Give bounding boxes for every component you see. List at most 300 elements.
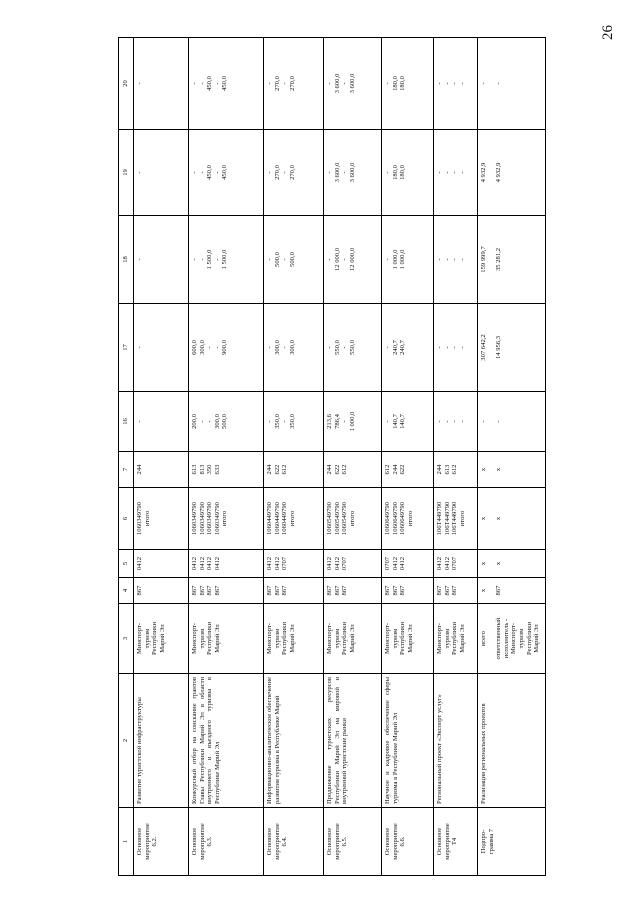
amount-col-20-line: 180,0	[391, 76, 399, 91]
csr-code-cell	[189, 488, 264, 550]
amount-col-17-cell	[134, 304, 189, 392]
amount-col-16-line: 786,4	[333, 414, 341, 429]
executor-line: Минспорт-	[136, 623, 143, 654]
csr-code-line: 1060649790	[391, 502, 399, 535]
grbs-code-line: x	[480, 588, 487, 593]
amount-col-19-line: 270,0	[273, 165, 281, 180]
amount-col-16-line: 300,0	[213, 414, 221, 429]
grbs-code-line	[488, 581, 496, 600]
amount-col-17-line: -	[213, 346, 221, 349]
amount-col-19-line: -	[266, 171, 273, 174]
rzpr-code-line: 0412	[266, 556, 273, 571]
grbs-code-line: 867	[326, 585, 333, 596]
vr-code-line: 244	[326, 464, 333, 475]
amount-col-16-line: -	[206, 420, 214, 423]
amount-col-17-line: -	[436, 346, 443, 349]
amount-col-18-cell	[264, 216, 324, 304]
executor-line: туризм	[391, 628, 399, 649]
col-header-3: 3	[119, 604, 134, 674]
rzpr-code-cell	[189, 550, 264, 578]
rzpr-code-line: 0412	[326, 556, 333, 571]
csr-code-line: 1060349790	[191, 502, 198, 535]
amount-col-16-line: -	[451, 420, 459, 423]
amount-col-16-line	[488, 395, 496, 448]
table-row	[478, 38, 546, 876]
grbs-code-line: 867	[333, 585, 341, 596]
amount-col-19-line: 450,0	[206, 165, 214, 180]
grbs-code-line: 867	[206, 585, 214, 596]
csr-code-line: 1060349790	[206, 502, 214, 535]
amount-col-18-line: 1 500,0	[221, 249, 229, 270]
event-code-line: 6.4.	[281, 836, 289, 847]
grbs-code-line: 867	[391, 585, 399, 596]
executor-cell	[382, 604, 434, 674]
executor-line: Марий Эл	[158, 624, 166, 653]
executor-cell	[434, 604, 478, 674]
executor-line: исполнитель -	[502, 618, 510, 659]
amount-col-18-cell	[434, 216, 478, 304]
amount-col-20-line: -	[436, 82, 443, 85]
amount-col-20-line	[488, 41, 496, 126]
page-number: 26	[600, 25, 616, 40]
executor-cell	[189, 604, 264, 674]
csr-code-line: 1060449790	[273, 502, 281, 535]
amount-col-17-cell	[478, 304, 546, 392]
csr-code-cell	[382, 488, 434, 550]
vr-code-cell	[189, 452, 264, 488]
event-code-line: 6.2.	[151, 836, 159, 847]
vr-code-cell	[134, 452, 189, 488]
rzpr-code-cell	[382, 550, 434, 578]
executor-line: Марий Эл	[406, 624, 414, 653]
amount-col-17-line: 300,0	[288, 340, 296, 355]
grbs-code-line: 867	[399, 585, 407, 596]
rzpr-code-line: 0412	[136, 556, 143, 571]
csr-code-line: x	[495, 516, 503, 521]
amount-col-17-line: 300,0	[198, 340, 206, 355]
csr-code-line: итого	[221, 510, 229, 527]
executor-line: туризм	[198, 628, 206, 649]
amount-col-17-line: -	[384, 346, 391, 349]
event-name-cell: Реализация региональных проектов	[478, 674, 546, 808]
grbs-code-cell	[382, 578, 434, 604]
grbs-code-line: 867	[213, 585, 221, 596]
amount-col-20-line: 3 600,0	[333, 73, 341, 94]
csr-code-line: 1060449790	[281, 502, 289, 535]
rzpr-code-line: 0412	[333, 556, 341, 571]
amount-col-19-cell	[189, 130, 264, 216]
grbs-code-cell	[264, 578, 324, 604]
csr-code-cell	[478, 488, 546, 550]
grbs-code-line: 867	[281, 585, 289, 596]
csr-code-line: итого	[406, 510, 414, 527]
rzpr-code-cell	[264, 550, 324, 578]
amount-col-18-line: -	[384, 258, 391, 261]
grbs-code-line: 867	[191, 585, 198, 596]
amount-col-18-line: -	[341, 258, 349, 261]
rzpr-code-line: 0707	[341, 556, 349, 571]
csr-code-line: 1060549790	[326, 502, 333, 535]
executor-line: Марий Эл	[458, 624, 466, 653]
amount-col-20-cell	[134, 38, 189, 130]
executor-line: Марий Эл	[348, 624, 356, 653]
event-code-cell	[189, 808, 264, 876]
table-row	[382, 38, 434, 876]
amount-col-20-line: -	[213, 82, 221, 85]
rzpr-code-line: 0412	[213, 556, 221, 571]
amount-col-19-cell	[434, 130, 478, 216]
vr-code-cell	[478, 452, 546, 488]
executor-line: туризм	[143, 628, 151, 649]
rzpr-code-line: 0707	[451, 556, 459, 571]
amount-col-16-cell	[434, 392, 478, 452]
amount-col-20-line: -	[458, 82, 466, 85]
event-code-line: мероприятие	[391, 823, 399, 860]
event-name-cell: Научное и кадровое обеспечение сферы туризма в Республике Марий Эл	[382, 674, 434, 808]
table-row	[189, 38, 264, 876]
vr-code-cell	[434, 452, 478, 488]
amount-col-20-line: -	[341, 82, 349, 85]
amount-col-20-line: -	[443, 82, 451, 85]
amount-col-19-line: 180,0	[399, 165, 407, 180]
vr-code-line: 622	[333, 464, 341, 475]
executor-line: туризм	[517, 628, 525, 649]
event-name-cell: Продвижение туристских ресурсов Республики Марий Эл на мировой и внутренний туристские рынки	[324, 674, 382, 808]
executor-line: Республики	[341, 621, 349, 656]
vr-code-line: 350	[206, 464, 214, 475]
event-code-line: Основное	[436, 827, 443, 856]
csr-code-line: итого	[458, 510, 466, 527]
amount-col-16-line: -	[266, 420, 273, 423]
amount-col-18-line: 1 000,0	[399, 249, 407, 270]
event-code-line: Подпро-	[480, 829, 487, 854]
rzpr-code-cell	[434, 550, 478, 578]
csr-code-line: итого	[143, 510, 151, 527]
amount-col-18-line: -	[458, 258, 466, 261]
vr-code-line: 612	[281, 464, 289, 475]
executor-cell	[264, 604, 324, 674]
amount-col-19-line: -	[443, 171, 451, 174]
event-code-line: мероприятие	[443, 823, 451, 860]
amount-col-17-line: 900,0	[221, 340, 229, 355]
amount-col-17-line	[488, 307, 496, 388]
csr-code-line	[488, 491, 496, 546]
event-code-line: Основное	[326, 827, 333, 856]
amount-col-16-line: 350,0	[273, 414, 281, 429]
csr-code-line: 1060649790	[384, 502, 391, 535]
grbs-code-line: 867	[384, 585, 391, 596]
executor-cell	[134, 604, 189, 674]
amount-col-20-line: 270,0	[288, 76, 296, 91]
executor-line: Марий Эл	[288, 624, 296, 653]
event-name-cell: Информационно-аналитическое обеспечение развития туризма в Республике Марий	[264, 674, 324, 808]
col-header-20: 20	[119, 38, 134, 130]
amount-col-20-line: -	[198, 82, 206, 85]
amount-col-18-line: 159 999,7	[480, 246, 487, 273]
csr-code-line: 106T449790	[451, 501, 459, 536]
amount-col-20-line: -	[191, 82, 198, 85]
amount-col-19-line: 450,0	[221, 165, 229, 180]
amount-col-18-line: 12 000,0	[348, 247, 356, 272]
table-row	[434, 38, 478, 876]
grbs-code-line: 867	[341, 585, 349, 596]
amount-col-18-line: 12 000,0	[333, 247, 341, 272]
table-row	[264, 38, 324, 876]
rzpr-code-cell	[478, 550, 546, 578]
csr-code-cell	[434, 488, 478, 550]
amount-col-17-line: 240,7	[391, 340, 399, 355]
amount-col-18-line: -	[436, 258, 443, 261]
amount-col-18-line: -	[281, 258, 289, 261]
amount-col-19-line: -	[136, 171, 143, 174]
event-code-line: грамма 7	[487, 828, 495, 855]
csr-code-line: итого	[288, 510, 296, 527]
vr-code-line: 633	[213, 464, 221, 475]
vr-code-line: 612	[384, 464, 391, 475]
amount-col-17-cell	[264, 304, 324, 392]
executor-line: Марий Эл	[533, 624, 541, 653]
amount-col-20-cell	[324, 38, 382, 130]
col-header-19: 19	[119, 130, 134, 216]
amount-col-17-line: -	[443, 346, 451, 349]
grbs-code-line: 867	[443, 585, 451, 596]
executor-cell	[324, 604, 382, 674]
grbs-code-line: 867	[273, 585, 281, 596]
amount-col-17-cell	[324, 304, 382, 392]
amount-col-18-line	[488, 219, 496, 300]
vr-code-line: 612	[341, 464, 349, 475]
amount-col-19-line: -	[384, 171, 391, 174]
amount-col-18-line: -	[136, 258, 143, 261]
event-code-line: 6.5.	[341, 836, 349, 847]
executor-line: Республики	[525, 621, 533, 656]
amount-col-19-line: 4 932,9	[495, 162, 503, 183]
amount-col-17-line: -	[266, 346, 273, 349]
event-code-line: мероприятие	[143, 823, 151, 860]
executor-line: ответственный	[495, 617, 503, 660]
event-name-cell: Развитие туристской инфраструктуры	[134, 674, 189, 808]
amount-col-20-line: -	[281, 82, 289, 85]
event-code-line: мероприятие	[198, 823, 206, 860]
rzpr-code-line: 0412	[399, 556, 407, 571]
event-code-line: 6.3.	[206, 836, 214, 847]
executor-line: Минспорт-	[436, 623, 443, 654]
csr-code-cell	[324, 488, 382, 550]
amount-col-18-line: -	[191, 258, 198, 261]
executor-line: Минспорт-	[510, 623, 518, 654]
grbs-code-cell	[324, 578, 382, 604]
vr-code-line: x	[480, 467, 487, 472]
amount-col-16-line: -	[198, 420, 206, 423]
executor-line	[488, 607, 496, 670]
rzpr-code-line: 0707	[384, 556, 391, 571]
amount-col-17-line: 240,7	[399, 340, 407, 355]
grbs-code-cell	[478, 578, 546, 604]
amount-col-16-line: -	[341, 420, 349, 423]
rzpr-code-cell	[324, 550, 382, 578]
vr-code-cell	[382, 452, 434, 488]
amount-col-18-line: -	[326, 258, 333, 261]
amount-col-18-line: 500,0	[273, 252, 281, 267]
rzpr-code-line: 0412	[273, 556, 281, 571]
grbs-code-line: 867	[436, 585, 443, 596]
col-header-5: 5	[119, 550, 134, 578]
amount-col-17-line: -	[451, 346, 459, 349]
col-header-18: 18	[119, 216, 134, 304]
vr-code-line: 613	[443, 464, 451, 475]
rzpr-code-line: 0412	[198, 556, 206, 571]
vr-code-cell	[264, 452, 324, 488]
event-code-cell	[134, 808, 189, 876]
amount-col-20-line: 450,0	[221, 76, 229, 91]
rzpr-code-line: x	[495, 561, 503, 566]
amount-col-16-line: -	[480, 420, 487, 423]
rzpr-code-cell	[134, 550, 189, 578]
vr-code-line: 244	[266, 464, 273, 475]
executor-cell	[478, 604, 546, 674]
executor-line: туризм	[333, 628, 341, 649]
amount-col-18-line: 1 000,0	[391, 249, 399, 270]
csr-code-line: 106T449790	[436, 501, 443, 536]
executor-line: Минспорт-	[266, 623, 273, 654]
amount-col-16-line: 213,6	[326, 414, 333, 429]
amount-col-20-line: -	[480, 82, 487, 85]
amount-col-16-line: -	[281, 420, 289, 423]
amount-col-18-line: 35 281,2	[495, 247, 503, 272]
amount-col-16-line: 140,7	[391, 414, 399, 429]
amount-col-20-line: -	[326, 82, 333, 85]
event-code-cell	[478, 808, 546, 876]
event-code-line: 6.6.	[399, 836, 407, 847]
amount-col-17-line: -	[281, 346, 289, 349]
budget-table	[118, 37, 546, 876]
vr-code-line: 612	[451, 464, 459, 475]
amount-col-20-cell	[434, 38, 478, 130]
csr-code-line: 1060549790	[341, 502, 349, 535]
rzpr-code-line: x	[480, 561, 487, 566]
amount-col-17-line: 550,0	[333, 340, 341, 355]
amount-col-19-line: -	[326, 171, 333, 174]
grbs-code-line: 867	[266, 585, 273, 596]
executor-line: Республики	[206, 621, 214, 656]
vr-code-line	[488, 455, 496, 484]
grbs-code-line: 867	[136, 585, 143, 596]
executor-line: Марий Эл	[213, 624, 221, 653]
csr-code-line: итого	[348, 510, 356, 527]
rzpr-code-line: 0412	[436, 556, 443, 571]
amount-col-17-line: -	[458, 346, 466, 349]
amount-col-17-line: 550,0	[348, 340, 356, 355]
amount-col-19-line: 3 600,0	[333, 162, 341, 183]
table-row	[134, 38, 189, 876]
amount-col-17-line: 307 642,2	[480, 334, 487, 361]
rzpr-code-line: 0412	[206, 556, 214, 571]
amount-col-18-cell	[478, 216, 546, 304]
col-header-1: 1	[119, 808, 134, 876]
amount-col-16-line: 200,0	[191, 414, 198, 429]
amount-col-18-line: -	[213, 258, 221, 261]
csr-code-line: 1060649790	[399, 502, 407, 535]
amount-col-18-cell	[382, 216, 434, 304]
vr-code-cell	[324, 452, 382, 488]
col-header-4: 4	[119, 578, 134, 604]
vr-code-line: 613	[191, 464, 198, 475]
amount-col-16-line: -	[495, 420, 503, 423]
executor-line: Минспорт-	[326, 623, 333, 654]
event-name-cell: Конкурсный отбор на соискание грантов Главы Республики Марий Эл в области внутреннего и въездного туризма в Республике Марий Эл	[189, 674, 264, 808]
amount-col-17-cell	[382, 304, 434, 392]
amount-col-17-line: 14 956,3	[495, 335, 503, 360]
executor-line: Республики	[281, 621, 289, 656]
amount-col-19-line	[488, 133, 496, 212]
amount-col-19-line: 180,0	[391, 165, 399, 180]
amount-col-19-line: -	[436, 171, 443, 174]
amount-col-18-line: 1 500,0	[206, 249, 214, 270]
amount-col-20-cell	[189, 38, 264, 130]
event-code-line: Основное	[136, 827, 143, 856]
executor-line: Республики	[451, 621, 459, 656]
csr-code-line: 106T449790	[443, 501, 451, 536]
amount-col-17-line: -	[206, 346, 214, 349]
vr-code-line: 244	[436, 464, 443, 475]
csr-code-line: 1060349790	[213, 502, 221, 535]
csr-code-line: 1060549790	[333, 502, 341, 535]
amount-col-18-cell	[134, 216, 189, 304]
amount-col-16-line: 500,0	[221, 414, 229, 429]
amount-col-18-line: -	[266, 258, 273, 261]
amount-col-17-line: -	[326, 346, 333, 349]
vr-code-line: 622	[273, 464, 281, 475]
amount-col-19-line: 4 932,9	[480, 162, 487, 183]
amount-col-17-line: -	[341, 346, 349, 349]
amount-col-20-line: -	[451, 82, 459, 85]
amount-col-20-line: -	[495, 82, 503, 85]
event-code-line: Основное	[384, 827, 391, 856]
amount-col-19-line: -	[191, 171, 198, 174]
rzpr-code-line: 0707	[281, 556, 289, 571]
amount-col-19-line: -	[458, 171, 466, 174]
executor-line: всего	[480, 631, 487, 646]
amount-col-19-line: -	[341, 171, 349, 174]
event-code-line: мероприятие	[333, 823, 341, 860]
amount-col-19-line: -	[198, 171, 206, 174]
rzpr-code-line: 0412	[443, 556, 451, 571]
rotated-page	[118, 38, 541, 876]
amount-col-17-line: 600,0	[191, 340, 198, 355]
amount-col-19-line: -	[281, 171, 289, 174]
vr-code-line: x	[495, 467, 503, 472]
event-code-cell	[382, 808, 434, 876]
amount-col-19-cell	[134, 130, 189, 216]
amount-col-16-cell	[382, 392, 434, 452]
amount-col-19-line: 270,0	[288, 165, 296, 180]
amount-col-16-line: 350,0	[288, 414, 296, 429]
amount-col-18-cell	[189, 216, 264, 304]
grbs-code-line: 867	[198, 585, 206, 596]
amount-col-16-line: -	[458, 420, 466, 423]
col-header-17: 17	[119, 304, 134, 392]
vr-code-line: 244	[136, 464, 143, 475]
grbs-code-line: 867	[451, 585, 459, 596]
amount-col-16-line: -	[443, 420, 451, 423]
amount-col-18-line: -	[198, 258, 206, 261]
amount-col-16-cell	[324, 392, 382, 452]
amount-col-20-line: -	[136, 82, 143, 85]
executor-line: Минспорт-	[384, 623, 391, 654]
vr-code-line: 813	[198, 464, 206, 475]
event-code-line: T4	[451, 837, 459, 846]
col-header-7: 7	[119, 452, 134, 488]
